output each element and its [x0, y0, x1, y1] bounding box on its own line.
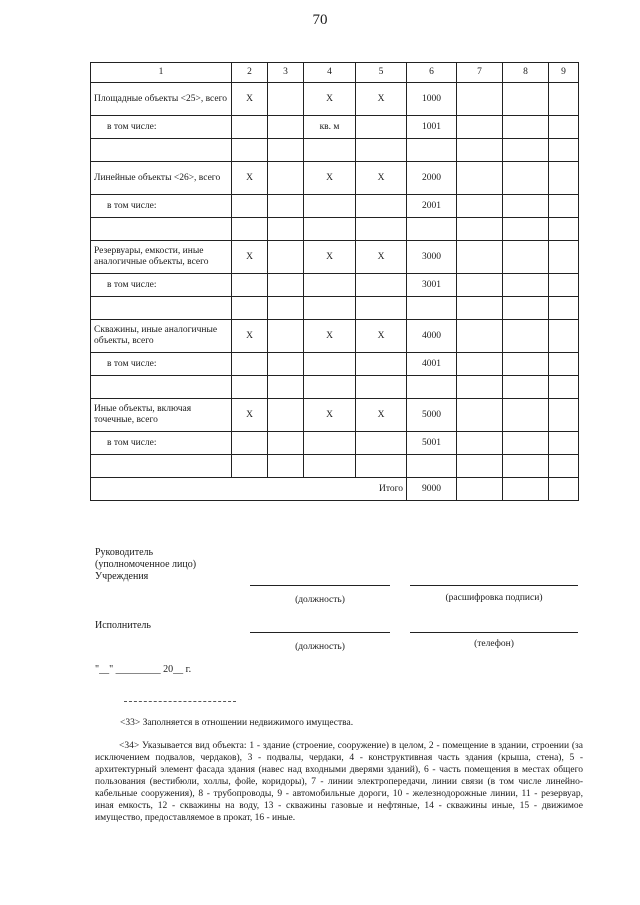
cell-c4: X	[304, 320, 356, 353]
table-cell	[407, 297, 457, 320]
cell-c4	[304, 432, 356, 455]
table-cell	[268, 297, 304, 320]
table-row	[91, 83, 579, 116]
table-cell	[304, 297, 356, 320]
cell-c3	[268, 320, 304, 353]
table-cell	[549, 241, 579, 274]
table-cell	[457, 478, 503, 501]
col-header: 5	[356, 63, 407, 83]
table-cell	[457, 195, 503, 218]
cell-c6: 5001	[407, 432, 457, 455]
executor-position-caption: (должность)	[295, 642, 345, 652]
table-cell	[268, 376, 304, 399]
footnote-separator	[124, 701, 236, 702]
table-row	[91, 432, 579, 455]
table-cell	[232, 139, 268, 162]
table-cell	[407, 455, 457, 478]
row-name: в том числе:	[91, 432, 232, 455]
cell-c3	[268, 116, 304, 139]
table-cell	[457, 162, 503, 195]
table-cell	[407, 376, 457, 399]
cell-c2: X	[232, 320, 268, 353]
total-label: Итого	[91, 478, 407, 501]
table-cell	[457, 320, 503, 353]
table-cell	[549, 353, 579, 376]
table-cell	[356, 455, 407, 478]
col-header: 4	[304, 63, 356, 83]
table-cell	[407, 139, 457, 162]
table-cell	[549, 399, 579, 432]
col-header: 2	[232, 63, 268, 83]
col-header: 8	[503, 63, 549, 83]
cell-c6: 4000	[407, 320, 457, 353]
cell-c6: 2001	[407, 195, 457, 218]
cell-c5	[356, 116, 407, 139]
table-row	[91, 399, 579, 432]
table-cell	[549, 320, 579, 353]
cell-c2: X	[232, 399, 268, 432]
table-cell	[549, 376, 579, 399]
table-cell	[503, 353, 549, 376]
table-cell	[457, 139, 503, 162]
table-cell	[503, 376, 549, 399]
table-cell	[304, 218, 356, 241]
cell-c5	[356, 432, 407, 455]
footnote-34: <34> Указывается вид объекта: 1 - здание (строение, сооружение) в целом, 2 - помещение в здании, строении (за исключением подвалов, чердаков), 3 - подвалы, чердаки, 4 - конструктивная часть здания (крыша, стена), 5 - архитектурный элемент фасада здания (навес над входными дверями зданий), 6 - часть помещения в местах общего пользования (вестибюли, холлы, фойе, коридоры), 7 - линии электропередачи, линии связи (в том числе линейно-кабельные сооружения), 8 - трубопроводы, 9 - автомобильные дороги, 10 - железнодорожные линии, 11 - резервуар, иная емкость, 12 - скважины на воду, 13 - скважины газовые и нефтяные, 14 - скважины иные, 15 - движимое имущество, предоставляемое в прокат, 16 - иные.	[95, 741, 583, 823]
row-name: Скважины, иные аналогичные объекты, всего	[91, 320, 232, 353]
table-cell	[549, 195, 579, 218]
cell-c6: 3000	[407, 241, 457, 274]
table-cell	[304, 376, 356, 399]
table-header-row	[91, 63, 579, 83]
table-cell	[503, 195, 549, 218]
table-cell	[549, 478, 579, 501]
table-cell	[268, 218, 304, 241]
cell-c2	[232, 195, 268, 218]
table-row	[91, 274, 579, 297]
table-row	[91, 195, 579, 218]
executor-position-line	[250, 632, 390, 633]
row-name: в том числе:	[91, 195, 232, 218]
table-row	[91, 218, 579, 241]
cell-c6: 2000	[407, 162, 457, 195]
table-cell	[457, 297, 503, 320]
cell-c2	[232, 116, 268, 139]
table-row	[91, 320, 579, 353]
table-row	[91, 116, 579, 139]
cell-c2: X	[232, 241, 268, 274]
table-row	[91, 455, 579, 478]
cell-c2	[232, 432, 268, 455]
cell-c5: X	[356, 241, 407, 274]
table-cell	[503, 455, 549, 478]
decoding-caption: (расшифровка подписи)	[445, 593, 543, 603]
table-row	[91, 241, 579, 274]
table-cell	[503, 218, 549, 241]
table-cell	[457, 353, 503, 376]
cell-c4: кв. м	[304, 116, 356, 139]
table-cell	[356, 218, 407, 241]
cell-c6: 3001	[407, 274, 457, 297]
cell-c3	[268, 241, 304, 274]
table-cell	[503, 399, 549, 432]
col-header: 7	[457, 63, 503, 83]
cell-c4: X	[304, 83, 356, 116]
cell-c3	[268, 195, 304, 218]
cell-c4: X	[304, 399, 356, 432]
table-cell	[304, 139, 356, 162]
table-cell	[268, 455, 304, 478]
table-cell	[503, 297, 549, 320]
table-cell	[407, 218, 457, 241]
col-header: 9	[549, 63, 579, 83]
footnote-33: <33> Заполняется в отношении недвижимого имущества.	[120, 718, 354, 728]
objects-table	[90, 62, 579, 501]
table-cell	[549, 432, 579, 455]
cell-c4	[304, 274, 356, 297]
table-cell	[549, 218, 579, 241]
table-cell	[232, 218, 268, 241]
head-line-1: Руководитель	[95, 547, 154, 558]
cell-c2: X	[232, 162, 268, 195]
date-field: "__" _________ 20__ г.	[95, 664, 192, 675]
row-name: Площадные объекты <25>, всего	[91, 83, 232, 116]
table-cell	[232, 297, 268, 320]
table-cell	[549, 162, 579, 195]
row-name: Иные объекты, включая точечные, всего	[91, 399, 232, 432]
row-name: Линейные объекты <26>, всего	[91, 162, 232, 195]
row-name: в том числе:	[91, 353, 232, 376]
cell-c6: 4001	[407, 353, 457, 376]
total-code: 9000	[407, 478, 457, 501]
cell-c3	[268, 399, 304, 432]
row-name: Резервуары, емкости, иные аналогичные объекты, всего	[91, 241, 232, 274]
position-caption: (должность)	[295, 595, 345, 605]
head-label	[95, 547, 196, 583]
table-cell	[503, 274, 549, 297]
total-row	[91, 478, 579, 501]
table-row	[91, 297, 579, 320]
col-header: 6	[407, 63, 457, 83]
head-line-2: (уполномоченное лицо)	[95, 559, 197, 570]
table-cell	[503, 162, 549, 195]
cell-c4	[304, 353, 356, 376]
cell-c5: X	[356, 162, 407, 195]
position-line	[250, 585, 390, 586]
row-name: в том числе:	[91, 116, 232, 139]
cell-c2: X	[232, 83, 268, 116]
table-cell	[91, 376, 232, 399]
col-header: 1	[91, 63, 232, 83]
row-name: в том числе:	[91, 274, 232, 297]
table-cell	[503, 116, 549, 139]
table-cell	[457, 455, 503, 478]
table-cell	[503, 139, 549, 162]
table-cell	[268, 139, 304, 162]
table-cell	[549, 455, 579, 478]
cell-c6: 5000	[407, 399, 457, 432]
cell-c3	[268, 162, 304, 195]
cell-c4: X	[304, 162, 356, 195]
table-cell	[503, 478, 549, 501]
cell-c4	[304, 195, 356, 218]
cell-c6: 1001	[407, 116, 457, 139]
cell-c5: X	[356, 83, 407, 116]
cell-c3	[268, 274, 304, 297]
table-cell	[457, 274, 503, 297]
cell-c2	[232, 274, 268, 297]
cell-c3	[268, 432, 304, 455]
table-row	[91, 353, 579, 376]
table-cell	[457, 218, 503, 241]
table-row	[91, 162, 579, 195]
table-body	[91, 63, 579, 501]
cell-c5	[356, 353, 407, 376]
cell-c5: X	[356, 320, 407, 353]
table-cell	[232, 455, 268, 478]
table-cell	[356, 376, 407, 399]
cell-c2	[232, 353, 268, 376]
table-cell	[549, 297, 579, 320]
table-cell	[503, 83, 549, 116]
table-cell	[457, 241, 503, 274]
table-cell	[549, 116, 579, 139]
cell-c3	[268, 83, 304, 116]
cell-c5	[356, 274, 407, 297]
page-number: 70	[312, 12, 328, 28]
table-cell	[304, 455, 356, 478]
decoding-line	[410, 585, 578, 586]
table-row	[91, 376, 579, 399]
table-cell	[503, 432, 549, 455]
table-cell	[457, 399, 503, 432]
table-cell	[549, 139, 579, 162]
table-cell	[549, 83, 579, 116]
executor-label: Исполнитель	[95, 620, 151, 631]
table-cell	[503, 241, 549, 274]
table-cell	[91, 139, 232, 162]
cell-c4: X	[304, 241, 356, 274]
table-cell	[457, 83, 503, 116]
table-cell	[91, 297, 232, 320]
table-cell	[356, 297, 407, 320]
phone-line	[410, 632, 578, 633]
table-cell	[91, 455, 232, 478]
table-cell	[503, 320, 549, 353]
col-header: 3	[268, 63, 304, 83]
table-cell	[457, 116, 503, 139]
cell-c5	[356, 195, 407, 218]
table-cell	[549, 274, 579, 297]
head-line-3: Учреждения	[95, 571, 149, 582]
cell-c3	[268, 353, 304, 376]
cell-c5: X	[356, 399, 407, 432]
table-cell	[356, 139, 407, 162]
table-cell	[232, 376, 268, 399]
table-row	[91, 139, 579, 162]
cell-c6: 1000	[407, 83, 457, 116]
table-cell	[457, 376, 503, 399]
table-cell	[457, 432, 503, 455]
phone-caption: (телефон)	[474, 639, 514, 649]
table-cell	[91, 218, 232, 241]
